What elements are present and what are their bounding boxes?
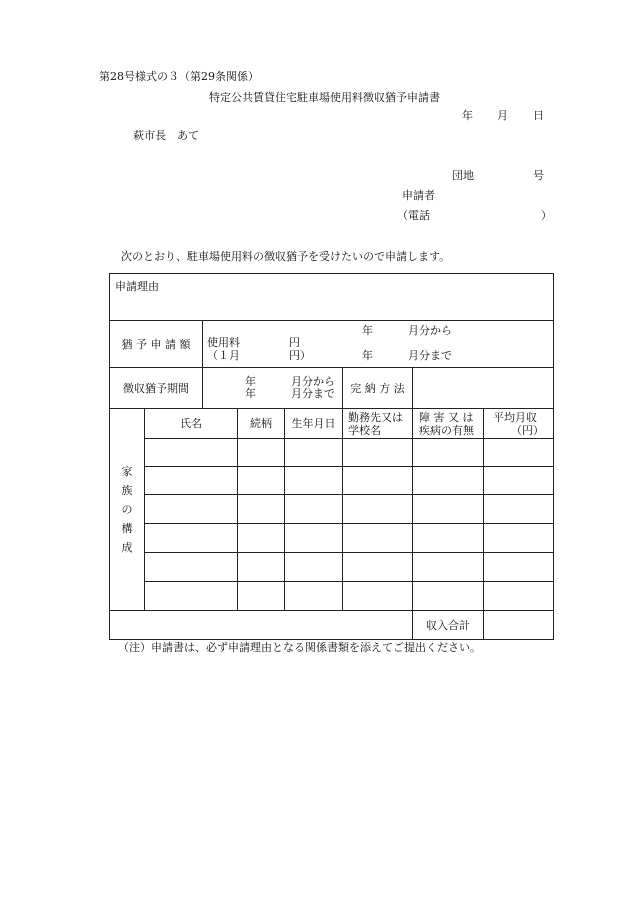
period-year2: 年 — [245, 387, 256, 400]
family-birth-cell[interactable] — [285, 524, 343, 553]
amount-label-cell — [110, 321, 203, 368]
family-income-cell[interactable] — [484, 582, 554, 611]
family-label: 家 族 の 構 成 — [121, 465, 133, 554]
family-relation-cell[interactable] — [238, 553, 285, 582]
table-row — [110, 467, 554, 495]
family-name-cell[interactable] — [145, 495, 238, 524]
family-label-cell — [110, 409, 145, 611]
completion-label-cell — [343, 368, 413, 409]
family-birth-cell[interactable] — [285, 582, 343, 611]
family-disability-cell[interactable] — [413, 524, 484, 553]
form-number: 第28号様式の３（第29条関係） — [99, 70, 259, 83]
period-to: 月分まで — [291, 387, 335, 400]
go-label: 号 — [533, 169, 544, 182]
reason-label: 申請理由 — [115, 280, 159, 293]
date-day-label: 日 — [533, 109, 544, 122]
family-income-cell[interactable] — [484, 439, 554, 467]
table-row — [110, 582, 554, 611]
family-relation-cell[interactable] — [238, 495, 285, 524]
family-work-cell[interactable] — [343, 582, 413, 611]
family-birth-cell[interactable] — [285, 467, 343, 495]
table-row — [110, 439, 554, 467]
family-disability-cell[interactable] — [413, 495, 484, 524]
period-label-cell — [110, 368, 203, 409]
amount-label: 猶 予 申 請 額 — [121, 337, 191, 351]
intro-text: 次のとおり、駐車場使用料の徴収猶予を受けたいので申請します。 — [121, 250, 451, 263]
family-name-cell[interactable] — [145, 467, 238, 495]
family-income-cell[interactable] — [484, 467, 554, 495]
family-work-cell[interactable] — [343, 553, 413, 582]
period-from: 月分から — [291, 375, 335, 388]
reason-cell[interactable] — [110, 274, 554, 321]
family-birth-cell[interactable] — [285, 439, 343, 467]
family-income-cell[interactable] — [484, 553, 554, 582]
period-label: 徴収猶予期間 — [123, 381, 189, 395]
amount-to-year: 年 — [362, 349, 373, 362]
table-row — [110, 524, 554, 553]
family-birth-cell[interactable] — [285, 553, 343, 582]
monthly-open: （１月 — [207, 349, 240, 362]
family-name-cell[interactable] — [145, 439, 238, 467]
amount-to-month: 月分まで — [408, 349, 452, 362]
family-disability-cell[interactable] — [413, 582, 484, 611]
family-work-cell[interactable] — [343, 495, 413, 524]
addressee: 萩市長 あて — [133, 129, 199, 142]
family-income-cell[interactable] — [484, 524, 554, 553]
family-disability-cell[interactable] — [413, 467, 484, 495]
header-work: 勤務先又は 学校名 — [343, 409, 413, 439]
amount-value-cell[interactable] — [203, 321, 554, 368]
family-name-cell[interactable] — [145, 524, 238, 553]
family-disability-cell[interactable] — [413, 439, 484, 467]
family-work-cell[interactable] — [343, 467, 413, 495]
table-row — [110, 553, 554, 582]
period-year1: 年 — [245, 375, 256, 388]
income-total-label-cell — [413, 611, 484, 640]
family-relation-cell[interactable] — [238, 582, 285, 611]
application-form-table — [109, 273, 554, 640]
monthly-close: 円） — [289, 349, 311, 362]
amount-from-year: 年 — [362, 324, 373, 337]
family-birth-cell[interactable] — [285, 495, 343, 524]
header-income: 平均月収 （円） — [484, 409, 554, 439]
family-relation-cell[interactable] — [238, 467, 285, 495]
family-work-cell[interactable] — [343, 524, 413, 553]
date-month-label: 月 — [497, 109, 508, 122]
family-relation-cell[interactable] — [238, 524, 285, 553]
fee-label: 使用料 — [207, 336, 240, 349]
family-name-cell[interactable] — [145, 553, 238, 582]
phone-close: ） — [541, 209, 552, 222]
family-disability-cell[interactable] — [413, 553, 484, 582]
family-work-cell[interactable] — [343, 439, 413, 467]
header-relation: 続柄 — [238, 409, 285, 439]
total-blank-cell — [110, 611, 413, 640]
amount-from-month: 月分から — [408, 324, 452, 337]
form-title: 特定公共賃貸住宅駐車場使用料徴収猶予申請書 — [209, 91, 440, 104]
header-birth: 生年月日 — [285, 409, 343, 439]
fee-yen: 円 — [289, 336, 300, 349]
completion-value-cell[interactable] — [413, 368, 554, 409]
note-text: （注）申請書は、必ず申請理由となる関係書類を添えてご提出ください。 — [118, 641, 481, 654]
family-name-cell[interactable] — [145, 582, 238, 611]
income-total-value-cell[interactable] — [484, 611, 554, 640]
danchi-label: 団地 — [452, 169, 474, 182]
family-income-cell[interactable] — [484, 495, 554, 524]
header-disability: 障 害 又 は 疾病の有無 — [413, 409, 484, 439]
completion-label: 完 納 方 法 — [350, 381, 405, 395]
family-relation-cell[interactable] — [238, 439, 285, 467]
period-value-cell[interactable] — [203, 368, 343, 409]
income-total-label: 収入合計 — [426, 618, 470, 632]
date-year-label: 年 — [462, 109, 473, 122]
phone-label: （電話 — [397, 209, 430, 222]
table-row — [110, 495, 554, 524]
header-name: 氏名 — [145, 409, 238, 439]
applicant-label: 申請者 — [402, 189, 435, 202]
